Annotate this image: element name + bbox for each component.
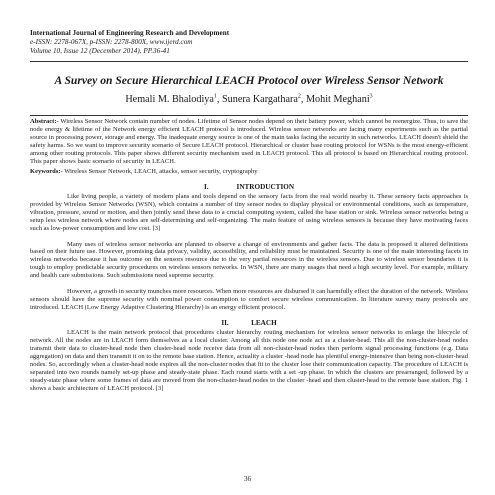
author-affiliation: 3 — [369, 93, 373, 100]
abstract-rule — [30, 115, 468, 116]
journal-issn: e-ISSN: 2278-067X, p-ISSN: 2278-800X, www.ijerd.com — [30, 38, 193, 47]
author-separator: , — [216, 94, 222, 106]
header-rule — [30, 61, 468, 62]
keywords-label: Keywords:- — [30, 167, 63, 175]
author-list — [30, 94, 468, 106]
author-affiliation: 2 — [297, 93, 301, 100]
section-leach — [30, 319, 468, 393]
paper-title: A Survey on Secure Hierarchical LEACH Protocol over Wireless Sensor Network — [54, 73, 444, 87]
author-name: Mohit Meghani — [305, 94, 370, 106]
journal-name: International Journal of Engineering Research and Development — [30, 29, 230, 37]
abstract-text: Wireless Sensor Network contain number of nodes. Lifetime of Sensor nodes depend on their battery power, which cannot be reenergize. Thus, to save the node energy & lifetime of the Network energy efficient LEACH protocol is introduced. Wireless sensor networks are facing many experiments such as the partial source in processing power, storage and energy. The inadequate energy source is one of the main tasks facing the security in such networks. LEACH doesn't shield the safety harms. So we want to improve security scenario of Secure LEACH protocol. Hierarchical or cluster base routing protocol for WSNs is the most energy-efficient among other routing protocols. This paper shows different security mechanism used in LEACH protocol. This all protocol is based on Hierarchical routing protocol. This paper shows basic scenario of security in LEACH. — [30, 118, 468, 165]
section-heading: II. LEACH — [221, 319, 277, 328]
body-paragraph: However, a growth in security munches more resources. When more resources are disbursed it can harmfully effect the duration of the network. Wireless sensors should have the supreme security with nominal power consumption to comfort secure wireless communication. In literature survey many protocols are introduced. LEACH (Low Energy Adaptive Clustering Hierarchy) is an energy efficient protocol. — [30, 288, 468, 312]
abstract-label: Abstract:- — [30, 118, 59, 126]
keywords — [30, 168, 468, 176]
body-paragraph: Like living people, a variety of modern plans and tools depend on the sensory facts from the real world nearby it. These sensory facts approaches is provided by Wireless Sensor Networks (WSN), which contains a number of tiny sensor nodes to display physical or environmental conditions, such as temperature, vibration, pressure, sound or motion, and then jointly send these data to a crucial computing system, called the base station or sink. Wireless sensor networks being a setup less wireless network where nodes are self-determining and self-organizing. The main feature of using wireless sensors is because they have motivating faces such as low-power consumption and low cost. [3] — [30, 192, 468, 232]
author-name: Hemali M. Bhalodiya — [125, 94, 214, 106]
section-heading: I. INTRODUCTION — [203, 182, 295, 191]
body-paragraph: Many uses of wireless sensor networks are planned to observe a change of environments and gather facts. The data is proposed it altered definitions based on their future use. However, promising data privacy, validity, accessibility, and reliability must be maintained. Security is one of the main interesting facets in wireless networks because it has outcome on the sensors resource due to the very partial resources in the wireless sensors. Due to wireless sensor boundaries it is tough to employ predictable security procedures on wireless sensors networks. In WSN, there are many usages that need a high security level. For example, military and health care submissions. Such submissions need supreme security. — [30, 240, 468, 280]
abstract — [30, 118, 468, 166]
section-introduction — [30, 183, 468, 312]
paper-page — [30, 29, 468, 393]
author-name: Sunera Kargathara — [221, 94, 298, 106]
body-paragraph: LEACH is the main network protocol that procedures cluster hierarchy routing mechanism for wireless sensor networks to enlarge the lifecycle of network. All the nodes are in LEACH form themselves as a local cluster. Among all this node one node act as a cluster-head. This all the non-cluster-head nodes transmit their data to cluster-head node then cluster-head node receive data from all non-cluster-head nodes then perform signal processing functions (e.g. Data aggregation) on data and then transmit it on to the remote base station. Hence, actuality a cluster -head node has plentiful energy-intensive than being non-cluster-head nodes. So, accordingly when a cluster-head node expires all the non-cluster nodes that fit to the cluster lose their communication capacity. The procedure of LEACH is separated into two rounds namely set-up phase and steady-state phase. Each round starts with a set -up phase. In which the clusters are prearranged, followed by a steady-state phase where some frames of data are moved from the non-cluster-head nodes to the cluster -head and then cluster-head to the remote base station. Fig. 1 shows a basic architecture of LEACH protocol. [3] — [30, 329, 468, 392]
author-separator: , — [300, 94, 306, 106]
page-number: 36 — [244, 475, 251, 483]
keywords-text: Wireless Sensor Network, LEACH, attacks, sensor security, cryptography — [62, 167, 258, 175]
journal-volume: Volume 10, Issue 12 (December 2014), PP.36-41 — [30, 47, 170, 56]
author-affiliation: 1 — [213, 93, 217, 100]
